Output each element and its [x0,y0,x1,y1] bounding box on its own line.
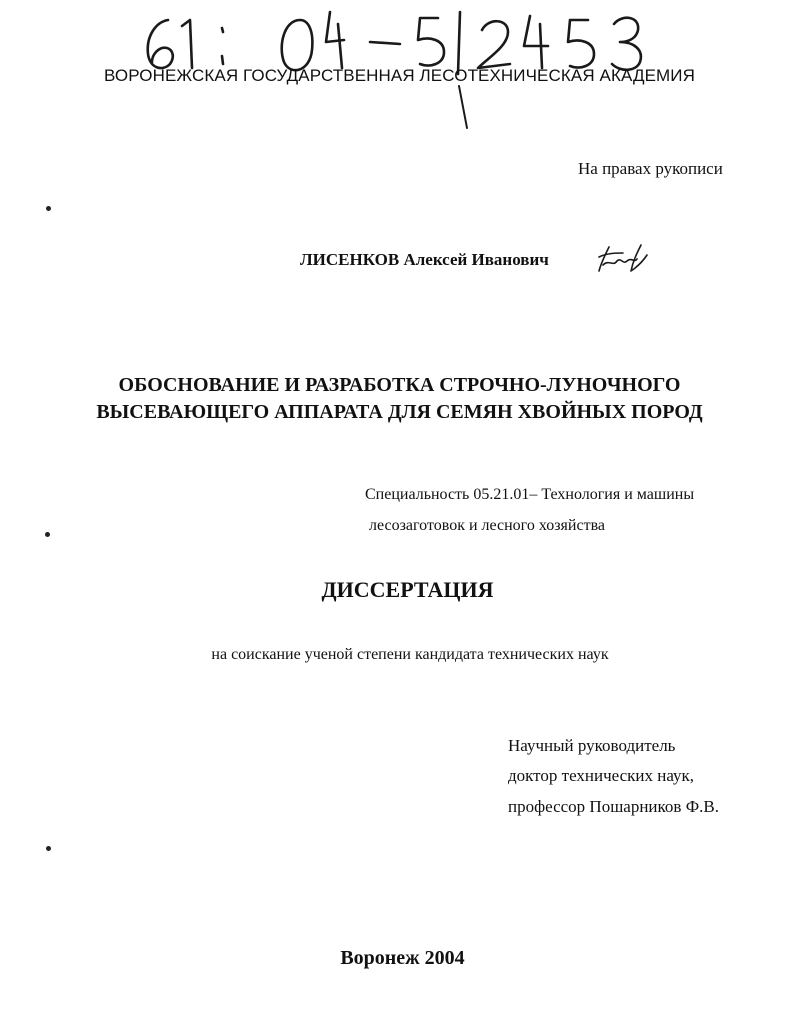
document-type: ДИССЕРТАЦИЯ [321,577,494,602]
specialty-line-1: Специальность 05.21.01– Технология и машины [365,486,695,503]
degree-statement: на соискание ученой степени кандидата технических наук [211,646,609,663]
author-name [300,250,549,270]
scan-speck [45,532,50,537]
author-signature [593,241,653,275]
specialty-line-2: лесозаготовок и лесного хозяйства [369,517,606,534]
scan-speck [46,846,51,851]
supervisor-heading: Научный руководитель [508,736,676,755]
dissertation-title-line-2: ВЫСЕВАЮЩЕГО АППАРАТА ДЛЯ СЕМЯН ХВОЙНЫХ ПОРОД [96,401,703,423]
city-year: Воронеж 2004 [340,947,465,969]
supervisor-degree: доктор технических наук, [508,766,695,785]
supervisor-name: профессор Пошарников Ф.В. [508,797,719,816]
institution-name: ВОРОНЕЖСКАЯ ГОСУДАРСТВЕННАЯ ЛЕСОТЕХНИЧЕСКАЯ АКАДЕМИЯ [104,66,695,85]
rights-note: На правах рукописи [578,159,723,178]
author-surname: ЛИСЕНКОВ [300,250,400,269]
author-given-names: Алексей Иванович [403,250,549,269]
dissertation-title-line-1: ОБОСНОВАНИЕ И РАЗРАБОТКА СТРОЧНО-ЛУНОЧНОГО [118,374,681,396]
pen-stroke-mark [455,84,471,130]
scan-speck [46,206,51,211]
